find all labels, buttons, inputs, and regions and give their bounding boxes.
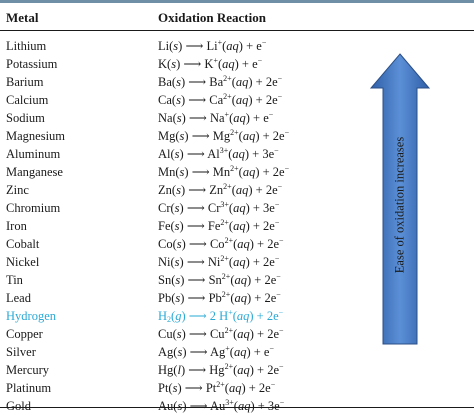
metal-name: Aluminum — [6, 147, 61, 161]
oxidation-reaction: $H_2(g)$ ⟶ 2 H+(aq) + 2e− — [158, 308, 284, 324]
oxidation-reaction: Hg(l) ⟶ $Hg^{2+}(aq) + 2e^-$ — [158, 362, 284, 377]
oxidation-reaction: Sn(s) ⟶ $Sn^{2+}(aq) + 2e^-$ — [158, 272, 281, 287]
metal-name: Magnesium — [6, 129, 66, 143]
metal-name: Tin — [6, 273, 23, 287]
metal-name: Sodium — [6, 111, 45, 125]
metal-name: Copper — [6, 327, 43, 341]
header-divider — [0, 30, 474, 31]
oxidation-reaction: Pb(s) ⟶ $Pb^{2+}(aq) + 2e^-$ — [158, 290, 281, 305]
oxidation-reaction: Ba(s) ⟶ $Ba^{2+}(aq) + 2e^-$ — [158, 74, 283, 89]
oxidation-reaction: Mg(s) ⟶ $Mg^{2+}(aq) + 2e^-$ — [158, 128, 290, 143]
top-rule — [0, 0, 474, 3]
table-row — [0, 379, 474, 397]
metal-name: Barium — [6, 75, 44, 89]
oxidation-reaction: Zn(s) ⟶ $Zn^{2+}(aq) + 2e^-$ — [158, 182, 283, 197]
metal-name: Nickel — [6, 255, 40, 269]
oxidation-reaction: Li(s) ⟶ Li+(aq) + e− — [158, 38, 267, 53]
metal-name: Platinum — [6, 381, 52, 395]
metal-name: Chromium — [6, 201, 61, 215]
header-oxidation-reaction: Oxidation Reaction — [158, 10, 266, 25]
metal-name: Hydrogen — [6, 309, 56, 323]
oxidation-reaction: Pt(s) ⟶ $Pt^{2+}(aq) + 2e^-$ — [158, 380, 276, 395]
oxidation-reaction: Ag(s) ⟶ Ag+(aq) + e− — [158, 344, 274, 359]
metal-name: Mercury — [6, 363, 50, 377]
oxidation-reaction: K(s) ⟶ K+(aq) + e− — [158, 56, 263, 71]
oxidation-reaction: Ni(s) ⟶ $Ni^{2+}(aq) + 2e^-$ — [158, 254, 280, 269]
table-row — [0, 361, 474, 379]
oxidation-reaction: Fe(s) ⟶ $Fe^{2+}(aq) + 2e^-$ — [158, 218, 280, 233]
metal-name: Silver — [6, 345, 36, 359]
header-metal: Metal — [6, 10, 39, 25]
metal-name: Lead — [6, 291, 31, 305]
oxidation-reaction: Au(s) ⟶ $Au^{3+}(aq) + 3e^-$ — [158, 398, 285, 413]
metal-name: Cobalt — [6, 237, 40, 251]
oxidation-reaction: Cu(s) ⟶ $Cu^{2+}(aq) + 2e^-$ — [158, 326, 284, 341]
metal-name: Potassium — [6, 57, 58, 71]
arrow-label: Ease of oxidation increases — [392, 136, 407, 274]
oxidation-reaction: Ca(s) ⟶ $Ca^{2+}(aq) + 2e^-$ — [158, 92, 283, 107]
bottom-rule — [0, 407, 474, 408]
metal-name: Lithium — [6, 39, 47, 53]
oxidation-reaction: Mn(s) ⟶ $Mn^{2+}(aq) + 2e^-$ — [158, 164, 290, 179]
table-row — [0, 397, 474, 415]
metal-name: Calcium — [6, 93, 49, 107]
metal-name: Manganese — [6, 165, 63, 179]
metal-name: Zinc — [6, 183, 29, 197]
metal-name: Iron — [6, 219, 27, 233]
oxidation-reaction: Na(s) ⟶ Na+(aq) + e− — [158, 110, 274, 125]
oxidation-reaction: Co(s) ⟶ $Co^{2+}(aq) + 2e^-$ — [158, 236, 284, 251]
oxidation-reaction: Cr(s) ⟶ $Cr^{3+}(aq) + 3e^-$ — [158, 200, 280, 215]
metal-name: Gold — [6, 399, 31, 413]
oxidation-reaction: Al(s) ⟶ $Al^{3+}(aq) + 3e^-$ — [158, 146, 279, 161]
